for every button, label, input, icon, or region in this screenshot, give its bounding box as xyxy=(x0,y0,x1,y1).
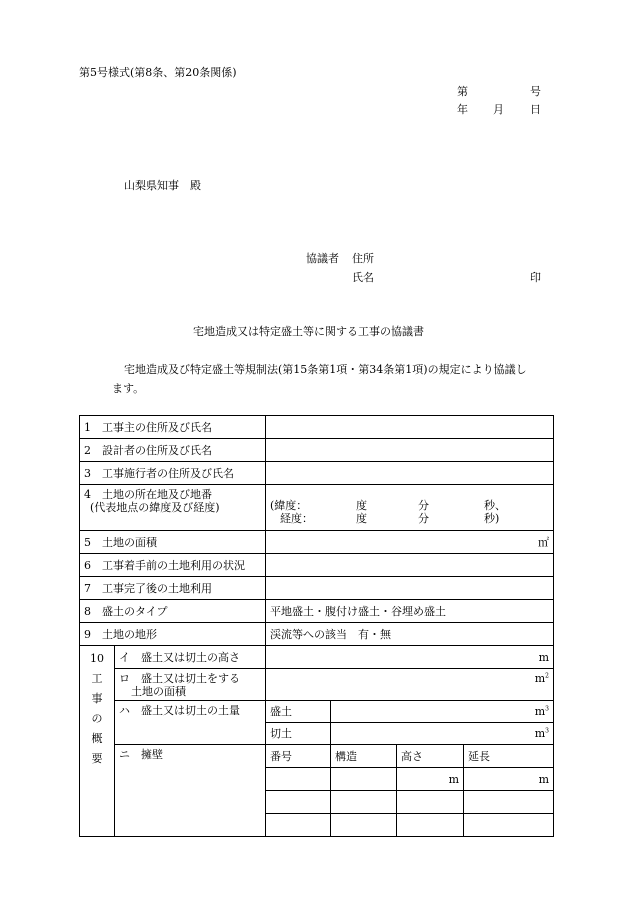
wall-structure-cell[interactable] xyxy=(331,814,397,837)
wall-col-length: 延長 xyxy=(464,745,554,768)
cut-label: 切土 xyxy=(266,723,331,745)
wall-length-cell[interactable] xyxy=(464,814,554,837)
area-unit: $m^2$ xyxy=(534,672,549,685)
table-row xyxy=(80,462,554,485)
row-6-value[interactable] xyxy=(266,554,554,577)
wall-height-unit: m xyxy=(448,772,459,786)
row-8-label: 8 盛土のタイプ xyxy=(80,600,266,623)
row-2-label: 2 設計者の住所及び氏名 xyxy=(80,439,266,462)
number-prefix: 第 xyxy=(457,85,468,98)
wall-col-structure: 構造 xyxy=(331,745,397,768)
table-row xyxy=(80,485,554,531)
wall-number-cell[interactable] xyxy=(266,814,331,837)
table-row xyxy=(80,531,554,554)
row-4-label: 4 土地の所在地及び地番 (代表地点の緯度及び経度) xyxy=(80,485,266,531)
wall-height-cell[interactable] xyxy=(397,791,464,814)
wall-height-cell[interactable] xyxy=(397,814,464,837)
wall-structure-cell[interactable] xyxy=(331,791,397,814)
cut-volume-value[interactable] xyxy=(331,723,554,745)
wall-number-cell[interactable] xyxy=(266,768,331,791)
address-label: 住所 xyxy=(352,252,374,265)
wall-length-unit: m xyxy=(538,772,549,786)
longitude-line: 経度： 度 分 秒) xyxy=(280,512,500,525)
height-unit: m xyxy=(538,650,549,664)
height-value[interactable] xyxy=(266,646,554,669)
row-1-value[interactable] xyxy=(266,416,554,439)
terrain-value[interactable]: 渓流等への該当 有・無 xyxy=(266,623,554,646)
number-suffix: 号 xyxy=(530,85,541,98)
table-row xyxy=(80,600,554,623)
wall-height-cell[interactable] xyxy=(397,768,464,791)
form-id: 第5号様式(第8条、第20条関係) xyxy=(79,66,237,79)
date-year: 年 xyxy=(457,103,468,116)
addressee: 山梨県知事 殿 xyxy=(124,179,201,192)
wall-number-cell[interactable] xyxy=(266,791,331,814)
table-row xyxy=(80,745,554,768)
row-2-value[interactable] xyxy=(266,439,554,462)
wall-col-number: 番号 xyxy=(266,745,331,768)
document-title: 宅地造成又は特定盛土等に関する工事の協議書 xyxy=(193,325,424,338)
area-value[interactable] xyxy=(266,669,554,701)
height-label: イ 盛土又は切土の高さ xyxy=(115,646,266,669)
table-row xyxy=(80,669,554,701)
row-7-value[interactable] xyxy=(266,577,554,600)
fill-volume-value[interactable] xyxy=(331,701,554,723)
date-month: 月 xyxy=(493,103,504,116)
area-unit: ㎡ xyxy=(538,535,549,549)
overview-label: 10 工 事 の 概 要 xyxy=(80,646,115,837)
fill-label: 盛土 xyxy=(266,701,331,723)
table-row xyxy=(80,646,554,669)
date-day: 日 xyxy=(530,103,541,116)
table-row xyxy=(80,577,554,600)
retaining-wall-label: ニ 擁壁 xyxy=(115,745,266,837)
name-label: 氏名 xyxy=(352,271,374,284)
table-row xyxy=(80,416,554,439)
wall-structure-cell[interactable] xyxy=(331,768,397,791)
row-4-value[interactable] xyxy=(266,485,554,531)
body-line-2: ます。 xyxy=(112,382,145,395)
row-5-value[interactable] xyxy=(266,531,554,554)
volume-label: ハ 盛土又は切土の土量 xyxy=(115,701,266,745)
table-row xyxy=(80,623,554,646)
wall-col-height: 高さ xyxy=(397,745,464,768)
row-1-label: 1 工事主の住所及び氏名 xyxy=(80,416,266,439)
fill-volume-unit: $m^3$ xyxy=(534,705,549,718)
row-5-label: 5 土地の面積 xyxy=(80,531,266,554)
embankment-type-value[interactable]: 平地盛土・腹付け盛土・谷埋め盛土 xyxy=(266,600,554,623)
row-3-label: 3 工事施行者の住所及び氏名 xyxy=(80,462,266,485)
row-6-label: 6 工事着手前の土地利用の状況 xyxy=(80,554,266,577)
row-9-label: 9 土地の地形 xyxy=(80,623,266,646)
body-line-1: 宅地造成及び特定盛土等規制法(第15条第1項・第34条第1項)の規定により協議し xyxy=(124,363,527,376)
consultation-table xyxy=(79,415,554,837)
table-row xyxy=(80,701,554,723)
latitude-line: (緯度： 度 分 秒、 xyxy=(270,499,506,512)
consultant-label: 協議者 xyxy=(306,252,339,265)
row-7-label: 7 工事完了後の土地利用 xyxy=(80,577,266,600)
table-row xyxy=(80,554,554,577)
wall-length-cell[interactable] xyxy=(464,768,554,791)
area-label: ロ 盛土又は切土をする 土地の面積 xyxy=(115,669,266,701)
row-3-value[interactable] xyxy=(266,462,554,485)
table-row xyxy=(80,439,554,462)
seal-mark: 印 xyxy=(530,271,541,284)
wall-length-cell[interactable] xyxy=(464,791,554,814)
cut-volume-unit: $m^3$ xyxy=(534,727,549,740)
